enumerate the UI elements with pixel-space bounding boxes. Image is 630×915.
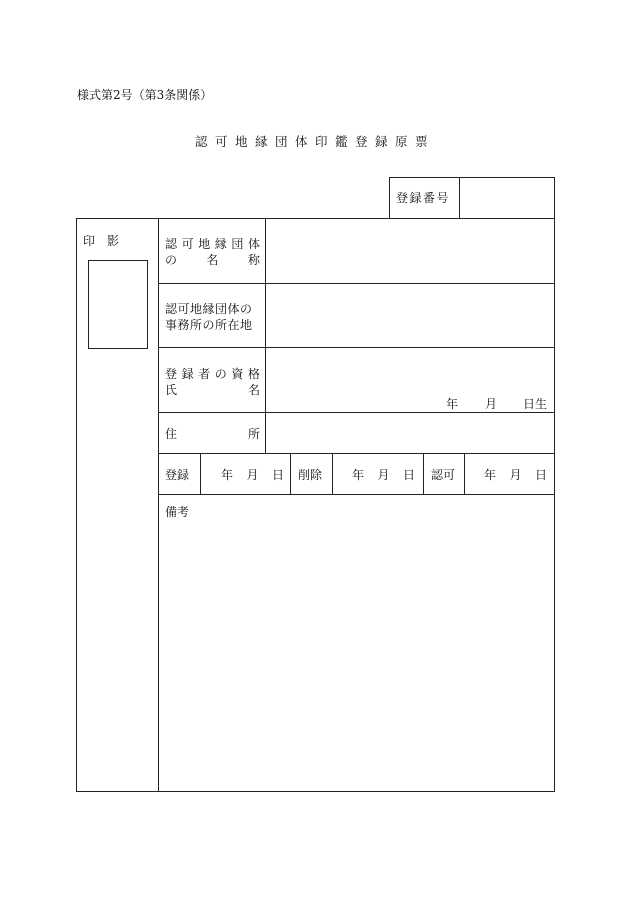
registrant-field[interactable] bbox=[266, 348, 554, 412]
birth-year-label: 年 bbox=[446, 397, 459, 411]
remarks-field[interactable] bbox=[159, 520, 554, 790]
approved-date-field[interactable]: 年 月 日 bbox=[484, 468, 547, 482]
form-title: 認可地縁団体印鑑登録原票 bbox=[194, 134, 435, 149]
birth-month-label: 月 bbox=[485, 397, 498, 411]
registered-date-label: 登録 bbox=[165, 468, 190, 482]
seal-impression-label: 印 影 bbox=[83, 234, 119, 248]
registration-number-label: 登録番号 bbox=[396, 191, 451, 205]
deleted-date-field[interactable]: 年 月 日 bbox=[352, 468, 415, 482]
approved-date-label: 認可 bbox=[431, 468, 456, 482]
address-label: 住 所 bbox=[165, 427, 260, 441]
remarks-label: 備考 bbox=[165, 505, 190, 519]
address-field[interactable] bbox=[266, 413, 554, 453]
form-number: 様式第2号（第3条関係） bbox=[77, 88, 213, 102]
birth-day-label: 日生 bbox=[523, 397, 548, 411]
registration-number-field[interactable] bbox=[460, 178, 554, 218]
registered-date-field[interactable]: 年 月 日 bbox=[221, 468, 284, 482]
office-address-field[interactable] bbox=[266, 284, 554, 347]
seal-impression-box[interactable] bbox=[88, 260, 148, 349]
group-name-field[interactable] bbox=[266, 219, 554, 283]
deleted-date-label: 削除 bbox=[298, 468, 323, 482]
